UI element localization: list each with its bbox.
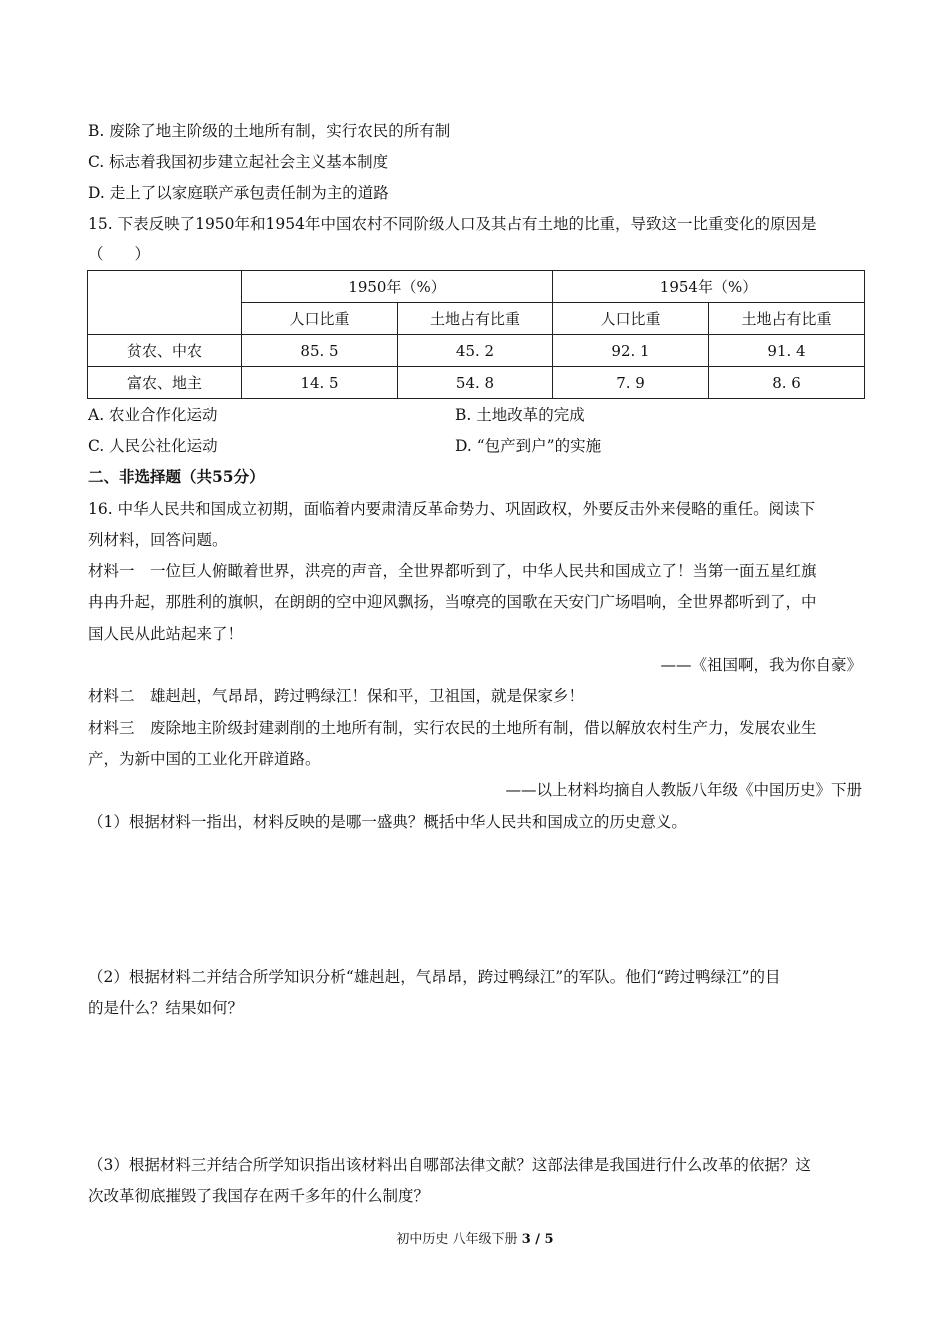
table-header-row	[88, 271, 865, 303]
material1-line3: 国人民从此站起来了！	[88, 625, 244, 643]
cell-value: 7. 9	[553, 367, 709, 399]
q15-answer-paren: （ ）	[88, 245, 151, 263]
q14-option-b: B. 废除了地主阶级的土地所有制，实行农民的所有制	[88, 122, 451, 140]
header-land-1950: 土地占有比重	[398, 303, 553, 335]
q15-option-c: C. 人民公社化运动	[88, 437, 218, 455]
table-row	[88, 335, 865, 367]
section-heading: 二、非选择题（共55分）	[88, 467, 265, 486]
q15-option-d: D. “包产到户”的实施	[455, 437, 602, 455]
cell-value: 8. 6	[709, 367, 865, 399]
row-label: 富农、地主	[88, 367, 242, 399]
material2: 材料二 雄赳赳，气昂昂，跨过鸭绿江！保和平，卫祖国，就是保家乡！	[88, 687, 585, 705]
sub-question-3-line1: （3）根据材料三并结合所学知识指出该材料出自哪部法律文献？这部法律是我国进行什么改革的依据？这	[88, 1156, 811, 1174]
material1-line1: 材料一 一位巨人俯瞰着世界，洪亮的声音，全世界都听到了，中华人民共和国成立了！当第一面五星红旗	[88, 562, 817, 580]
materials-source: ——以上材料均摘自人教版八年级《中国历史》下册	[505, 781, 862, 799]
sub-question-2-line1: （2）根据材料二并结合所学知识分析“雄赳赳，气昂昂，跨过鸭绿江”的军队。他们“跨过鸭绿江”的目	[88, 968, 781, 986]
table-row	[88, 367, 865, 399]
cell-value: 14. 5	[242, 367, 398, 399]
material1-line2: 冉冉升起，那胜利的旗帜，在朗朗的空中迎风飘扬，当嘹亮的国歌在天安门广场唱响，全世界都听到了，中	[88, 593, 817, 611]
header-1950: 1950年（%）	[242, 271, 553, 303]
q14-option-c: C. 标志着我国初步建立起社会主义基本制度	[88, 153, 389, 171]
q15-data-table	[87, 270, 865, 399]
cell-value: 45. 2	[398, 335, 553, 367]
q14-option-d: D. 走上了以家庭联产承包责任制为主的道路	[88, 184, 389, 202]
sub-question-3-line2: 次改革彻底摧毁了我国存在两千多年的什么制度？	[88, 1187, 430, 1205]
cell-value: 92. 1	[553, 335, 709, 367]
header-population-1954: 人口比重	[553, 303, 709, 335]
cell-value: 54. 8	[398, 367, 553, 399]
row-label: 贫农、中农	[88, 335, 242, 367]
header-population-1950: 人口比重	[242, 303, 398, 335]
q15-option-a: A. 农业合作化运动	[88, 406, 218, 424]
q16-stem-line1: 16. 中华人民共和国成立初期，面临着内要肃清反革命势力、巩固政权，外要反击外来侵略的重任。阅读下	[88, 500, 816, 518]
header-1954: 1954年（%）	[553, 271, 865, 303]
material1-source: ——《祖国啊，我为你自豪》	[660, 656, 862, 674]
cell-value: 91. 4	[709, 335, 865, 367]
table-corner-cell	[88, 271, 242, 335]
page-footer	[0, 1228, 950, 1247]
material3-line1: 材料三 废除地主阶级封建剥削的土地所有制，实行农民的土地所有制，借以解放农村生产力，发展农业生	[88, 719, 817, 737]
cell-value: 85. 5	[242, 335, 398, 367]
page-number: 3 / 5	[521, 1232, 554, 1247]
footer-text: 初中历史 八年级下册	[396, 1232, 522, 1247]
header-land-1954: 土地占有比重	[709, 303, 865, 335]
material3-line2: 产，为新中国的工业化开辟道路。	[88, 750, 321, 768]
sub-question-2-line2: 的是什么？结果如何？	[88, 999, 244, 1017]
sub-question-1: （1）根据材料一指出，材料反映的是哪一盛典？概括中华人民共和国成立的历史意义。	[88, 813, 687, 831]
q16-stem-line2: 列材料，回答问题。	[88, 531, 228, 549]
q15-stem: 15. 下表反映了1950年和1954年中国农村不同阶级人口及其占有土地的比重，导致这一比重变化的原因是	[88, 215, 817, 233]
q15-option-b: B. 土地改革的完成	[455, 406, 585, 424]
